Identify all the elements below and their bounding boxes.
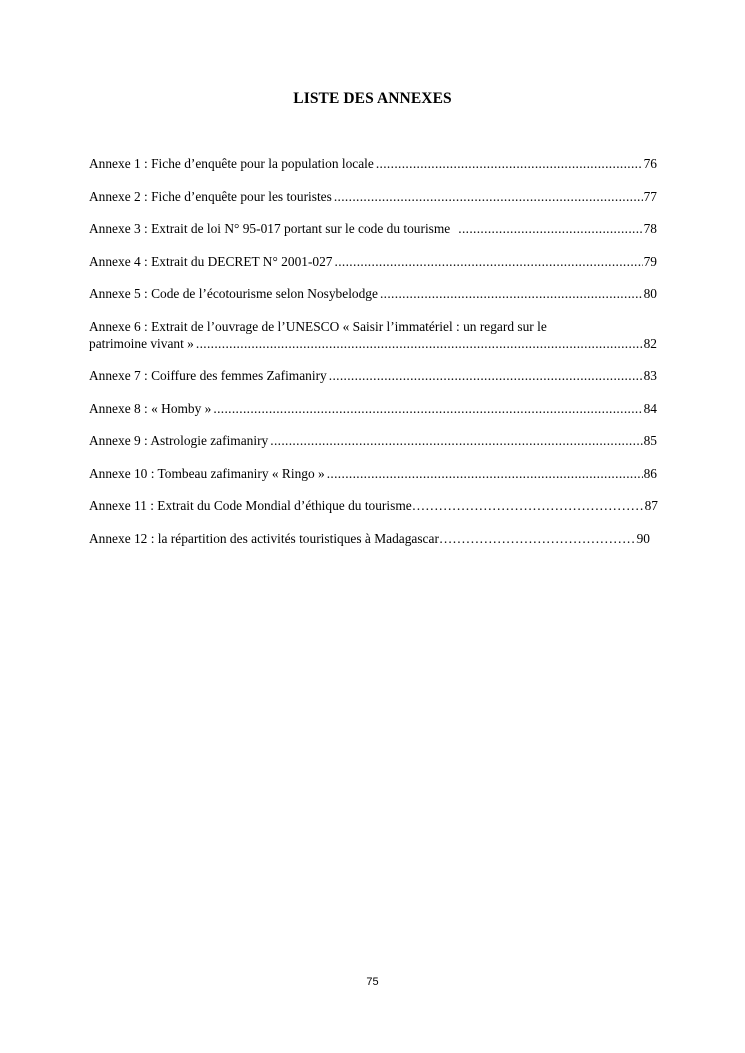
toc-page-number: 77 — [643, 188, 657, 204]
toc-entry-text-line-1: Annexe 6 : Extrait de l’ouvrage de l’UNESCO « Saisir l’immatériel : un regard sur le — [89, 318, 547, 334]
toc-leader-dots — [334, 188, 643, 205]
toc-leader-dots — [412, 497, 645, 514]
toc-entry-text: Annexe 9 : Astrologie zafimaniry — [89, 433, 269, 448]
toc-page-number: 83 — [643, 368, 657, 383]
toc-entry-annexe-5[interactable] — [89, 285, 657, 302]
toc-entry-text: Annexe 12 : la répartition des activités touristiques à Madagascar — [89, 530, 439, 546]
toc-entry-annexe-11[interactable] — [89, 497, 657, 514]
toc-leader-dots — [458, 220, 642, 237]
toc-page-number: 86 — [643, 465, 657, 481]
toc-leader-dots — [329, 367, 643, 384]
toc-entry-annexe-9[interactable] — [89, 432, 657, 449]
toc-page-number: 78 — [643, 221, 657, 236]
toc-entry-annexe-8[interactable] — [89, 400, 657, 417]
page-title: LISTE DES ANNEXES — [293, 90, 452, 107]
toc-page-number: 80 — [643, 286, 657, 301]
toc-leader-dots — [213, 400, 642, 417]
toc-entry-text: Annexe 7 : Coiffure des femmes Zafimaniry — [89, 368, 327, 383]
toc-entry-annexe-12[interactable] — [89, 530, 657, 547]
toc-entry-text: Annexe 2 : Fiche d’enquête pour les touristes — [89, 188, 332, 204]
toc-entry-text: Annexe 4 : Extrait du DECRET N° 2001-027 — [89, 253, 333, 269]
toc-entry-text: Annexe 8 : « Homby » — [89, 400, 212, 416]
toc-page-number: 87 — [644, 498, 658, 513]
toc-entry-text: Annexe 5 : Code de l’écotourisme selon Nosybelodge — [89, 286, 378, 301]
toc-page-number: 84 — [643, 400, 657, 416]
toc-page-number: 90 — [636, 530, 650, 546]
toc-entry-text: Annexe 10 : Tombeau zafimaniry « Ringo » — [89, 465, 325, 481]
toc-entry-text: Annexe 1 : Fiche d’enquête pour la population locale — [89, 156, 374, 171]
toc-page-number: 79 — [643, 253, 657, 269]
toc-entry-annexe-2[interactable] — [89, 188, 657, 205]
toc-entry-text: Annexe 3 : Extrait de loi N° 95-017 portant sur le code du tourisme — [89, 221, 451, 236]
toc-leader-dots — [439, 530, 637, 547]
toc-entry-annexe-7[interactable] — [89, 367, 657, 384]
page-footer-number: 75 — [366, 976, 379, 988]
toc-entry-annexe-1[interactable] — [89, 155, 657, 172]
annex-list — [89, 155, 657, 562]
toc-entry-annexe-10[interactable] — [89, 465, 657, 482]
toc-entry-text: Annexe 11 : Extrait du Code Mondial d’éthique du tourisme — [89, 498, 412, 513]
toc-leader-dots — [270, 432, 642, 449]
toc-leader-dots — [327, 465, 643, 482]
toc-entry-annexe-6[interactable] — [89, 318, 657, 352]
toc-leader-dots — [196, 335, 643, 352]
toc-page-number: 82 — [643, 335, 657, 351]
toc-page-number: 76 — [643, 156, 657, 171]
toc-leader-dots — [380, 285, 643, 302]
toc-leader-dots — [335, 253, 643, 270]
toc-entry-text: patrimoine vivant » — [89, 335, 194, 351]
toc-entry-annexe-4[interactable] — [89, 253, 657, 270]
toc-entry-annexe-3[interactable] — [89, 220, 657, 237]
toc-page-number: 85 — [643, 433, 657, 448]
toc-leader-dots — [376, 155, 643, 172]
